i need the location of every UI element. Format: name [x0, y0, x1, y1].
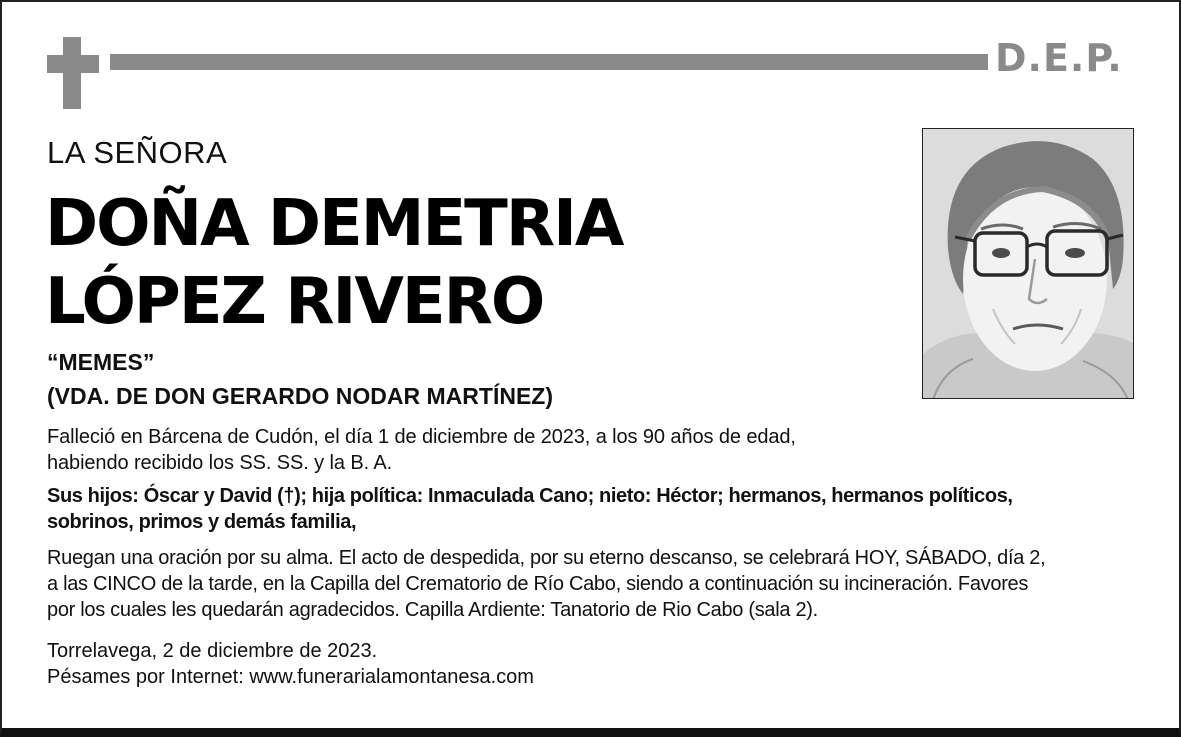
- deceased-nickname: “MEMES”: [47, 349, 155, 375]
- deceased-title: LA SEÑORA: [47, 135, 228, 170]
- family-line: Sus hijos: Óscar y David (†); hija política: Inmaculada Cano; nieto: Héctor; hermanos, hermanos políticos,: [47, 485, 1013, 507]
- dep-label: D.E.P.: [995, 36, 1123, 80]
- ceremony-line: a las CINCO de la tarde, en la Capilla del Crematorio de Río Cabo, siendo a continuación su incineración. Favores: [47, 573, 1029, 595]
- family-paragraph: [47, 483, 1147, 535]
- header-rule: [110, 54, 988, 70]
- condolences-link[interactable]: Pésames por Internet: www.funerarialamontanesa.com: [47, 666, 534, 688]
- death-line: Falleció en Bárcena de Cudón, el día 1 de diciembre de 2023, a los 90 años de edad,: [47, 426, 796, 448]
- death-notice-paragraph: [47, 424, 1147, 476]
- ceremony-line: Ruegan una oración por su alma. El acto de despedida, por su eterno descanso, se celebrará HOY, SÁBADO, día 2,: [47, 547, 1046, 569]
- cross-icon: [47, 37, 99, 109]
- deceased-widow-of: (VDA. DE DON GERARDO NODAR MARTÍNEZ): [47, 383, 553, 409]
- deceased-name-line1: DOÑA DEMETRIA: [45, 187, 623, 261]
- closing-paragraph: [47, 638, 1147, 690]
- deceased-name-line2: LÓPEZ RIVERO: [45, 265, 544, 339]
- place-date: Torrelavega, 2 de diciembre de 2023.: [47, 640, 378, 662]
- portrait-photo: [922, 128, 1134, 399]
- ceremony-line: por los cuales les quedarán agradecidos. Capilla Ardiente: Tanatorio de Rio Cabo (sala 2).: [47, 599, 818, 621]
- ceremony-paragraph: [47, 545, 1147, 623]
- death-line: habiendo recibido los SS. SS. y la B. A.: [47, 452, 393, 474]
- family-line: sobrinos, primos y demás familia,: [47, 511, 357, 533]
